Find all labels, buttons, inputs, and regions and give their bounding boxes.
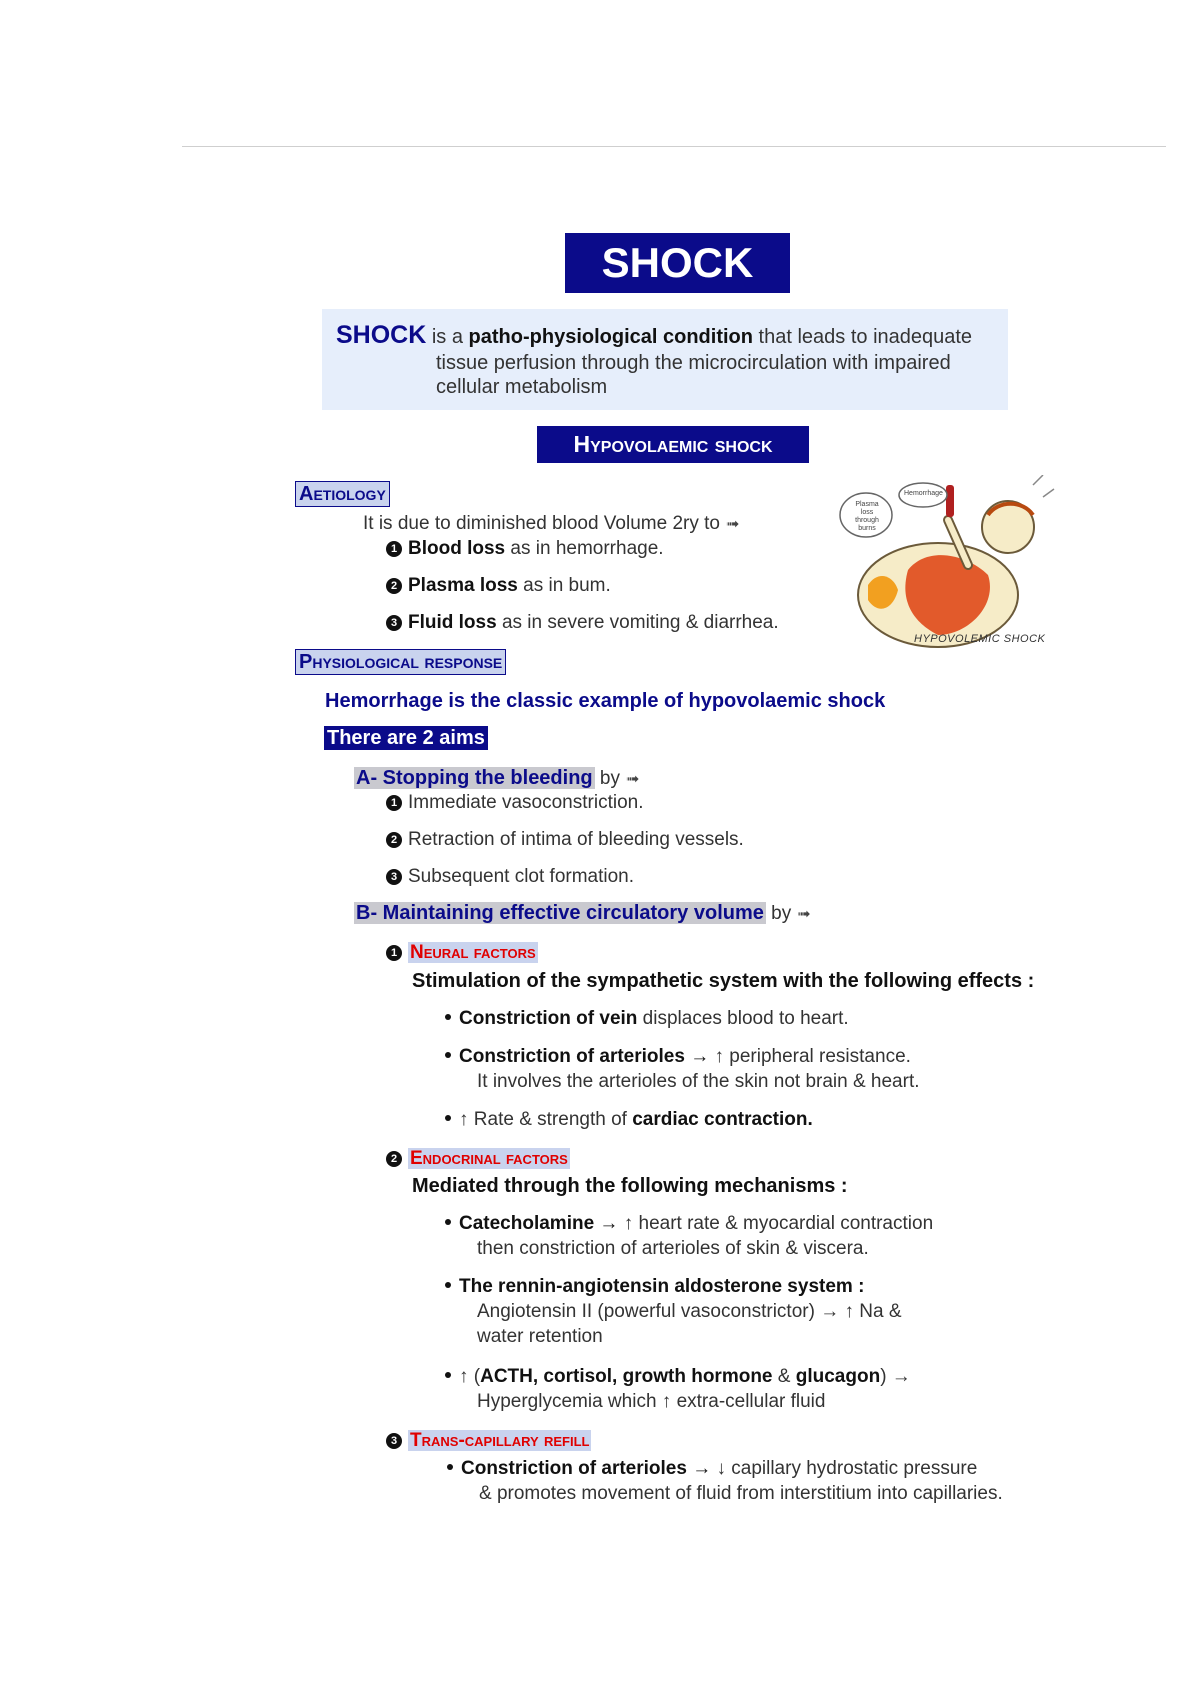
bullet-dot: [447, 1464, 453, 1470]
number-badge: 1: [386, 945, 402, 961]
definition-text: that leads to inadequate: [752, 326, 973, 348]
aim-a-item-1: [386, 792, 644, 814]
transcapillary-heading: [386, 1430, 591, 1452]
bullet-text: heart rate & myocardial contraction: [633, 1213, 934, 1234]
definition-bold: patho-physiological condition: [468, 326, 753, 348]
down-arrow-icon: [716, 1458, 726, 1479]
item-bold: Fluid loss: [408, 612, 497, 633]
aims-heading: [324, 727, 488, 750]
endocrinal-factors-label: Endocrinal factors: [410, 1148, 568, 1169]
definition-line-3: cellular metabolism: [436, 376, 608, 398]
item-text: Subsequent clot formation.: [408, 866, 635, 887]
endocrinal-bullet-1: [445, 1213, 933, 1235]
right-arrow: →: [594, 1213, 624, 1234]
hypovolemic-shock-illustration: [838, 475, 1056, 660]
aims-label: There are 2 aims: [324, 726, 488, 750]
up-arrow-icon: [662, 1391, 672, 1412]
aetiology-intro: [363, 513, 739, 535]
number-badge: 1: [386, 795, 402, 811]
illustration-bubble-1: Plasma loss through burns: [855, 501, 879, 532]
right-arrow: →: [686, 1458, 717, 1479]
aim-a-label: A- Stopping the bleeding: [356, 767, 593, 789]
bullet-dot: [445, 1372, 451, 1378]
neural-bullet-3: [445, 1109, 813, 1131]
header-rule: [182, 146, 1166, 147]
transcapillary-bullet-1-line2: & promotes movement of fluid from interstitium into capillaries.: [479, 1483, 1003, 1504]
bullet-dot: [445, 1282, 451, 1288]
bullet-bold: Constriction of arterioles: [461, 1458, 687, 1479]
neural-factors-heading: [386, 942, 538, 964]
item-bold: Plasma loss: [408, 575, 518, 596]
bullet-text: &: [772, 1366, 796, 1387]
page-title: SHOCK: [565, 233, 790, 293]
item-text: as in severe vomiting & diarrhea.: [496, 612, 779, 633]
bullet-dot: [445, 1014, 451, 1020]
transcapillary-label: Trans-capillary refill: [410, 1430, 590, 1451]
bullet-bold: cardiac contraction.: [632, 1109, 813, 1130]
aim-b-heading: [354, 902, 811, 925]
endocrinal-bullet-3: [445, 1366, 911, 1388]
up-arrow-icon: [845, 1301, 855, 1322]
pointing-arrow-icon: ➟: [626, 771, 640, 788]
endocrinal-subheading: Mediated through the following mechanisms :: [412, 1175, 848, 1197]
up-arrow-icon: [459, 1109, 469, 1130]
definition-line-1: [336, 321, 972, 350]
definition-text: is a: [426, 326, 469, 348]
endocrinal-bullet-2: [445, 1276, 864, 1298]
aetiology-item-3: [386, 612, 779, 634]
bullet-dot: [445, 1115, 451, 1121]
bullet-text: Hyperglycemia which: [477, 1391, 662, 1412]
endocrinal-factors-heading: [386, 1148, 570, 1170]
aim-a-heading: [354, 767, 639, 790]
aetiology-label: Aetiology: [295, 481, 390, 507]
bullet-dot: [445, 1219, 451, 1225]
aim-b-by: by: [765, 903, 792, 924]
endocrinal-bullet-2-line2: [477, 1301, 902, 1323]
bullet-bold: Catecholamine: [459, 1213, 595, 1234]
endocrinal-bullet-3-line2: [477, 1391, 825, 1413]
pointing-arrow-icon: ➟: [797, 906, 811, 923]
number-badge: 3: [386, 615, 402, 631]
illustration-bubble-2: Hemorrhage: [904, 490, 943, 497]
item-text: as in bum.: [517, 575, 611, 596]
aim-a-by: by: [594, 768, 620, 789]
aetiology-item-2: [386, 575, 611, 597]
aim-a-item-3: [386, 866, 634, 888]
number-badge: 2: [386, 832, 402, 848]
neural-bullet-1: [445, 1008, 849, 1030]
item-text: Immediate vasoconstriction.: [408, 792, 644, 813]
number-badge: 2: [386, 578, 402, 594]
aetiology-intro-text: It is due to diminished blood Volume 2ry to: [363, 513, 720, 534]
pointing-arrow-icon: ➟: [725, 516, 740, 533]
item-text: as in hemorrhage.: [505, 538, 664, 559]
bullet-text: (: [468, 1366, 481, 1387]
aetiology-heading: [295, 483, 390, 506]
definition-term: SHOCK: [336, 321, 427, 349]
bullet-dot: [445, 1052, 451, 1058]
up-arrow-icon: [714, 1046, 724, 1067]
item-text: Retraction of intima of bleeding vessels.: [408, 829, 744, 850]
bullet-bold: ACTH, cortisol, growth hormone: [480, 1366, 773, 1387]
number-badge: 1: [386, 541, 402, 557]
illustration-caption: HYPOVOLEMIC SHOCK: [914, 633, 1046, 645]
up-arrow-icon: [459, 1366, 469, 1387]
section-title-hypovolaemic: Hypovolaemic shock: [537, 426, 809, 463]
neural-bullet-2-line2: It involves the arterioles of the skin not brain & heart.: [477, 1071, 920, 1092]
neural-factors-label: Neural factors: [410, 942, 536, 963]
right-arrow: →: [684, 1046, 715, 1067]
bullet-text: Angiotensin II (powerful vasoconstrictor) →: [477, 1301, 845, 1322]
endocrinal-bullet-1-line2: then constriction of arterioles of skin & viscera.: [477, 1238, 869, 1259]
item-bold: Blood loss: [408, 538, 506, 559]
aetiology-item-1: [386, 538, 664, 560]
physiological-heading: [295, 651, 506, 674]
aim-b-label: B- Maintaining effective circulatory volume: [356, 902, 764, 924]
bullet-bold: glucagon: [795, 1366, 881, 1387]
neural-subheading: Stimulation of the sympathetic system with the following effects :: [412, 970, 1035, 992]
bullet-text: capillary hydrostatic pressure: [725, 1458, 978, 1479]
bullet-text: displaces blood to heart.: [637, 1008, 849, 1029]
bullet-bold: Constriction of vein: [459, 1008, 638, 1029]
number-badge: 3: [386, 1433, 402, 1449]
neural-bullet-2: [445, 1046, 911, 1068]
classic-example: Hemorrhage is the classic example of hypovolaemic shock: [325, 690, 886, 712]
bullet-bold: Constriction of arterioles: [459, 1046, 685, 1067]
endocrinal-bullet-2-line3: water retention: [477, 1326, 603, 1347]
number-badge: 2: [386, 1151, 402, 1167]
bullet-text: ) →: [880, 1366, 911, 1387]
bullet-text: peripheral resistance.: [723, 1046, 911, 1067]
bullet-text: Na &: [854, 1301, 902, 1322]
bullet-text: extra-cellular fluid: [671, 1391, 826, 1412]
bullet-bold: The rennin-angiotensin aldosterone system :: [459, 1276, 865, 1297]
transcapillary-bullet-1: [447, 1458, 977, 1480]
up-arrow-icon: [624, 1213, 634, 1234]
bullet-text: Rate & strength of: [468, 1109, 633, 1130]
definition-line-2: tissue perfusion through the microcirculation with impaired: [436, 352, 951, 374]
physiological-label: Physiological response: [295, 649, 506, 675]
number-badge: 3: [386, 869, 402, 885]
aim-a-item-2: [386, 829, 744, 851]
